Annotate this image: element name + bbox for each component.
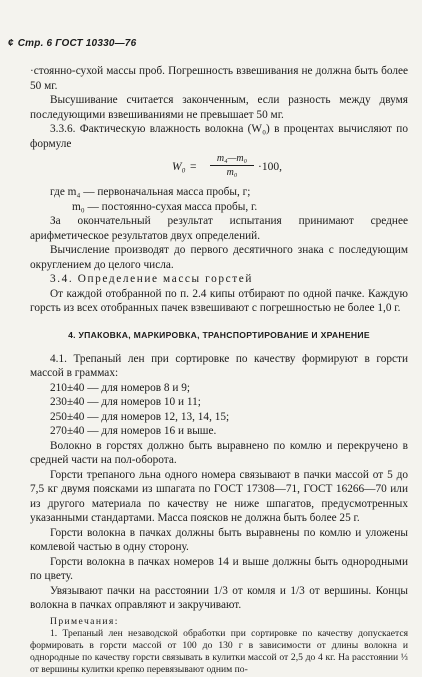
humidity-formula <box>30 155 408 181</box>
paragraph-butt-alignment: Горсти волокна в пачках должны быть выравнены по комлю и уложены комлевой частью в одну сторону. <box>30 526 408 553</box>
page-header <box>8 38 136 49</box>
formula-equals: = <box>190 161 197 173</box>
paragraph-3-3-6: 3.3.6. Фактическую влажность волокна (W₀) в процентах вычисляют по формуле <box>30 123 408 150</box>
formula-denominator: m₀ <box>226 167 238 178</box>
paragraph-drying-complete: Высушивание считается законченным, если разность между двумя последующими взвешиваниями не превышает 50 мг. <box>30 94 408 121</box>
paragraph-3-4: От каждой отобранной по п. 2.4 кипы отбирают по одной пачке. Каждую горсть из всех отобранных пачек взвешивают с погрешностью не более 1,0 г. <box>30 287 408 314</box>
subsection-3-4-title: 3.4. Определение массы горстей <box>50 273 254 285</box>
paragraph-rounding: Вычисление производят до первого десятичного знака с последующим округлением до целого числа. <box>30 244 408 271</box>
formula-legend-m4: где m₄ — первоначальная масса пробы, г; <box>50 186 251 198</box>
formula-numerator: m₄—m₀ <box>210 153 254 166</box>
section-4-title: 4. УПАКОВКА, МАРКИРОВКА, ТРАНСПОРТИРОВАНИЕ И ХРАНЕНИЕ <box>68 329 370 340</box>
formula-legend-m0: m₀ — постоянно-сухая масса пробы, г. <box>72 200 258 213</box>
header-text: Стр. 6 ГОСТ 10330—76 <box>17 38 137 49</box>
notes-heading: Примечания: <box>50 615 119 627</box>
document-body <box>30 64 408 677</box>
note-1: 1. Трепаный лен незаводской обработки при сортировке по качеству допускается формировать в горсти массой от 100 до 130 г в зависимости от длины волокна и однородные по качеству горсти связывать в кулитки массой от 2,5 до 4 кг. На расстоянии ⅓ от вершины кулитки крепко перевязывают одним по- <box>30 627 408 676</box>
header-mark: ¢ <box>8 38 14 49</box>
formula-lhs: W₀ <box>172 161 186 173</box>
paragraph-mass-error: ·стоянно-сухой массы проб. Погрешность взвешивания не должна быть более 50 мг. <box>30 65 408 92</box>
paragraph-alignment: Волокно в горстях должно быть выравнено по комлю и перекручено в средней части на пол-оборота. <box>30 439 408 466</box>
mass-row-1: 210±40 — для номеров 8 и 9; <box>50 381 191 394</box>
formula-fraction <box>210 153 254 178</box>
paragraph-4-1: 4.1. Трепаный лен при сортировке по качеству формируют в горсти массой в граммах: <box>30 352 408 379</box>
mass-row-3: 250±40 — для номеров 12, 13, 14, 15; <box>50 410 230 423</box>
formula-multiplier: ·100, <box>258 161 282 173</box>
paragraph-final-result: За окончательный результат испытания принимают среднее арифметическое результатов двух определений. <box>30 215 408 242</box>
paragraph-tying: Увязывают пачки на расстоянии 1/3 от комля и 1/3 от вершины. Концы волокна в пачках оправляют и закручивают. <box>30 584 408 611</box>
paragraph-bundles: Горсти трепаного льна одного номера связывают в пачки массой от 5 до 7,5 кг двумя поясками из шпагата по ГОСТ 17308—71, ГОСТ 16266—70 или из другого материала по качеству не ниже шпагатов, предусмотренных указанными стандартами. Масса поясков не должна быть более 25 г. <box>30 468 408 524</box>
paragraph-color: Горсти волокна в пачках номеров 14 и выше должны быть однородными по цвету. <box>30 555 408 582</box>
mass-row-4: 270±40 — для номеров 16 и выше. <box>50 425 217 437</box>
mass-row-2: 230±40 — для номеров 10 и 11; <box>50 396 201 408</box>
